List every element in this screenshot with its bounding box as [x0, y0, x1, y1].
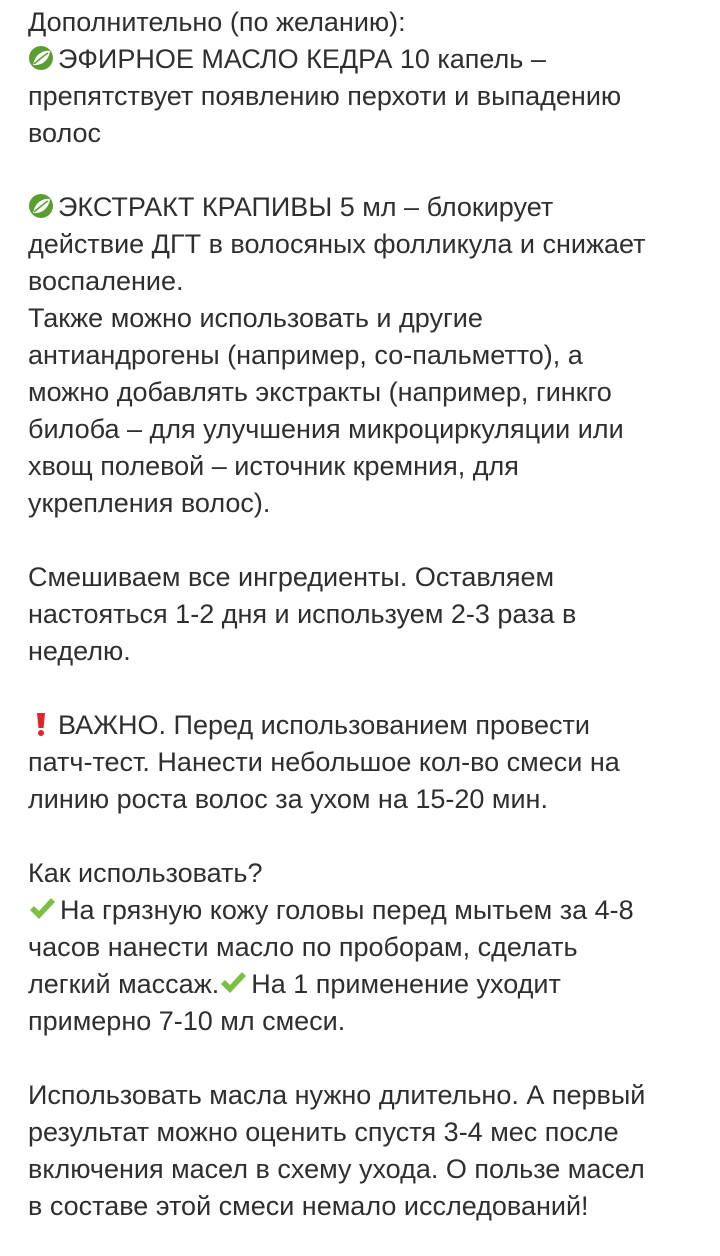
usage-text-3a: легкий массаж. [28, 969, 220, 999]
alternatives-line-6: укрепления волос). [28, 488, 271, 518]
usage-line-2: часов нанести масло по проборам, сделать [28, 932, 578, 962]
alternatives-line-5: хвощ полевой – источник кремния, для [28, 451, 519, 481]
alternatives-line-4: билоба – для улучшения микроциркуляции или [28, 414, 624, 444]
alternatives-line-2: антиандрогены (например, со-пальметто), а [28, 340, 583, 370]
nettle-line-3: воспаление. [28, 266, 184, 296]
spacer [28, 1040, 696, 1077]
herb-leaf-icon [28, 193, 54, 219]
important-line-3: линию роста волос за ухом на 15-20 мин. [28, 784, 548, 814]
duration-line-1: Использовать масла нужно длительно. А первый [28, 1080, 646, 1110]
spacer [28, 818, 696, 855]
cedar-line-3: волос [28, 118, 102, 148]
spacer [28, 522, 696, 559]
herb-leaf-icon [28, 45, 54, 71]
usage-line-4: примерно 7-10 мл смеси. [28, 1006, 346, 1036]
important-text-1: ВАЖНО. Перед использованием провести [58, 710, 590, 740]
important-line-2: патч-тест. Нанести небольшое кол-во смеси на [28, 747, 620, 777]
alternatives-line-3: можно добавлять экстракты (например, гинкго [28, 377, 612, 407]
message-text [28, 4, 696, 1225]
mixing-line-1: Смешиваем все ингредиенты. Оставляем [28, 562, 555, 592]
nettle-line-2: действие ДГТ в волосяных фолликула и снижает [28, 229, 646, 259]
duration-line-3: включения масел в схему ухода. О пользе масел [28, 1154, 645, 1184]
cedar-text-1: ЭФИРНОЕ МАСЛО КЕДРА 10 капель – [58, 44, 546, 74]
red-exclamation-icon [34, 711, 48, 737]
mixing-line-2: настояться 1-2 дня и используем 2-3 раза в [28, 599, 577, 629]
nettle-text-1: ЭКСТРАКТ КРАПИВЫ 5 мл – блокирует [58, 192, 554, 222]
important-line-1 [28, 707, 696, 744]
green-check-icon [28, 896, 56, 922]
usage-heading: Как использовать? [28, 858, 263, 888]
intro-heading: Дополнительно (по желанию): [28, 7, 406, 37]
nettle-line-1 [28, 189, 696, 226]
spacer [28, 670, 696, 707]
usage-text-1: На грязную кожу головы перед мытьем за 4-8 [60, 895, 634, 925]
usage-line-1 [28, 892, 696, 929]
cedar-line-2: препятствует появлению перхоти и выпадению [28, 81, 622, 111]
spacer [28, 152, 696, 189]
usage-line-3 [28, 966, 696, 1003]
cedar-line-1 [28, 41, 696, 78]
mixing-line-3: неделю. [28, 636, 131, 666]
duration-line-4: в составе этой смеси немало исследований! [28, 1191, 589, 1221]
duration-line-2: результат можно оценить спустя 3-4 мес после [28, 1117, 619, 1147]
usage-text-3b: На 1 применение уходит [251, 969, 561, 999]
green-check-icon [219, 970, 247, 996]
alternatives-line-1: Также можно использовать и другие [28, 303, 483, 333]
